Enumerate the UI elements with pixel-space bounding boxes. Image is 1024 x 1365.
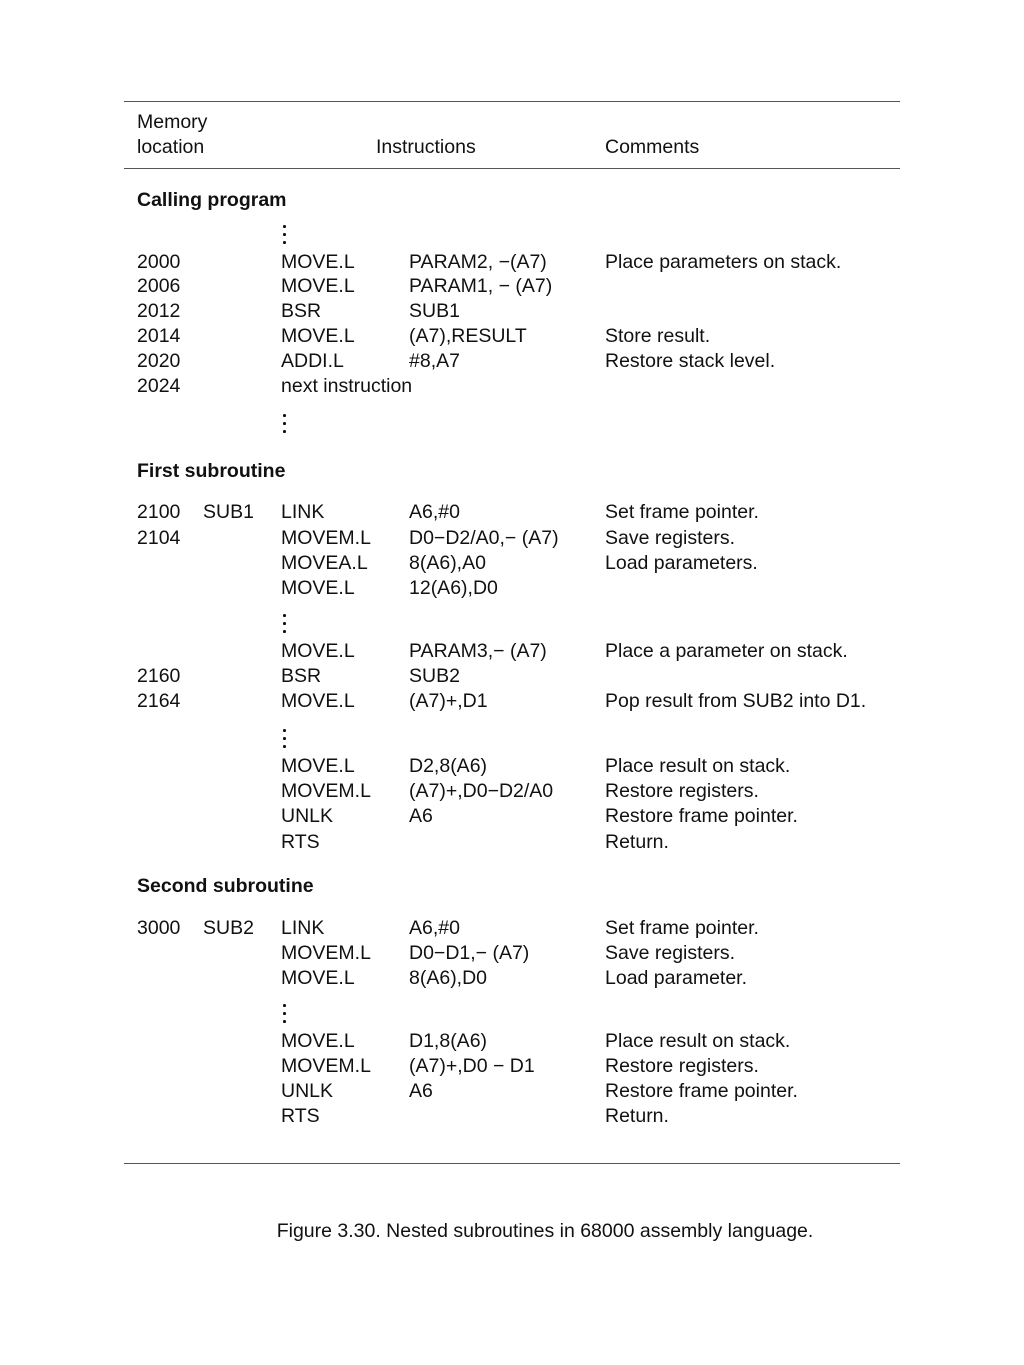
code-line (0, 299, 1024, 324)
operands: (A7),RESULT (409, 325, 527, 347)
header-comments: Comments (605, 136, 700, 158)
continuation-dots (281, 1003, 289, 1025)
comment: Restore frame pointer. (605, 1080, 798, 1102)
section-second-subroutine: Second subroutine (137, 875, 314, 897)
comment: Place result on stack. (605, 755, 791, 777)
opcode: LINK (281, 917, 325, 939)
operands: 12(A6),D0 (409, 577, 498, 599)
opcode: RTS (281, 1105, 320, 1127)
operands: D1,8(A6) (409, 1030, 488, 1052)
comment: Store result. (605, 325, 711, 347)
continuation-dots (281, 613, 289, 635)
code-line (0, 941, 1024, 966)
header-memory: Memory (137, 111, 208, 133)
code-line (0, 1079, 1024, 1104)
opcode: MOVEM.L (281, 942, 371, 964)
opcode: RTS (281, 831, 320, 853)
opcode: MOVEA.L (281, 552, 368, 574)
opcode: MOVE.L (281, 275, 355, 297)
opcode: UNLK (281, 805, 334, 827)
operands: #8,A7 (409, 350, 460, 372)
operands: D0−D1,− (A7) (409, 942, 530, 964)
code-line (0, 551, 1024, 576)
operands: 8(A6),D0 (409, 967, 488, 989)
figure-caption: Figure 3.30. Nested subroutines in 68000 assembly language. (276, 1220, 814, 1242)
memory-location: 2000 (137, 251, 181, 273)
section-first-subroutine: First subroutine (137, 460, 286, 482)
memory-location: 2160 (137, 665, 181, 687)
code-line (0, 830, 1024, 855)
instruction-text: next instruction (281, 375, 413, 397)
memory-location: 2014 (137, 325, 181, 347)
code-line (0, 1029, 1024, 1054)
code-line (0, 274, 1024, 299)
memory-location: 2164 (137, 690, 181, 712)
code-line (0, 804, 1024, 829)
memory-location: 3000 (137, 917, 181, 939)
memory-location: 2024 (137, 375, 181, 397)
opcode: LINK (281, 501, 325, 523)
continuation-dots (281, 224, 289, 246)
comment: Place result on stack. (605, 1030, 791, 1052)
operands: SUB2 (409, 665, 460, 687)
bottom-rule (124, 1163, 900, 1164)
comment: Save registers. (605, 527, 736, 549)
opcode: MOVE.L (281, 577, 355, 599)
opcode: MOVEM.L (281, 1055, 371, 1077)
operands: PARAM1, − (A7) (409, 275, 553, 297)
memory-location: 2020 (137, 350, 181, 372)
opcode: MOVE.L (281, 967, 355, 989)
continuation-dots (281, 413, 289, 435)
header-location: location (137, 136, 205, 158)
comment: Restore frame pointer. (605, 805, 798, 827)
operands: (A7)+,D0 − D1 (409, 1055, 535, 1077)
operands: A6 (409, 1080, 433, 1102)
code-line (0, 664, 1024, 689)
comment: Pop result from SUB2 into D1. (605, 690, 867, 712)
opcode: ADDI.L (281, 350, 344, 372)
code-line (0, 779, 1024, 804)
opcode: MOVE.L (281, 1030, 355, 1052)
code-line (0, 1054, 1024, 1079)
code-line (0, 526, 1024, 551)
memory-location: 2006 (137, 275, 181, 297)
opcode: MOVE.L (281, 251, 355, 273)
operands: A6,#0 (409, 917, 460, 939)
operands: (A7)+,D1 (409, 690, 488, 712)
memory-location: 2012 (137, 300, 181, 322)
section-calling-program: Calling program (137, 189, 287, 211)
comment: Place parameters on stack. (605, 251, 842, 273)
operands: 8(A6),A0 (409, 552, 486, 574)
continuation-dots (281, 728, 289, 750)
code-line (0, 324, 1024, 349)
operands: PARAM3,− (A7) (409, 640, 547, 662)
comment: Return. (605, 831, 669, 853)
memory-location: 2100 (137, 501, 181, 523)
code-line (0, 754, 1024, 779)
code-line (0, 349, 1024, 374)
code-line (0, 250, 1024, 275)
code-line (0, 500, 1024, 525)
comment: Restore stack level. (605, 350, 776, 372)
opcode: MOVE.L (281, 755, 355, 777)
subroutine-label: SUB1 (203, 501, 254, 523)
opcode: BSR (281, 665, 322, 687)
memory-location: 2104 (137, 527, 181, 549)
opcode: MOVEM.L (281, 527, 371, 549)
comment: Set frame pointer. (605, 501, 759, 523)
comment: Load parameter. (605, 967, 748, 989)
operands: PARAM2, −(A7) (409, 251, 547, 273)
opcode: BSR (281, 300, 322, 322)
opcode: MOVE.L (281, 325, 355, 347)
code-line (0, 374, 1024, 399)
code-line (0, 916, 1024, 941)
subroutine-label: SUB2 (203, 917, 254, 939)
header-instructions: Instructions (376, 136, 476, 158)
opcode: MOVE.L (281, 690, 355, 712)
operands: (A7)+,D0−D2/A0 (409, 780, 554, 802)
comment: Restore registers. (605, 780, 759, 802)
code-line (0, 639, 1024, 664)
comment: Place a parameter on stack. (605, 640, 848, 662)
comment: Save registers. (605, 942, 736, 964)
operands: D0−D2/A0,− (A7) (409, 527, 559, 549)
operands: A6,#0 (409, 501, 460, 523)
top-rule (124, 101, 900, 102)
comment: Set frame pointer. (605, 917, 759, 939)
operands: SUB1 (409, 300, 460, 322)
comment: Load parameters. (605, 552, 758, 574)
code-line (0, 966, 1024, 991)
comment: Return. (605, 1105, 669, 1127)
operands: D2,8(A6) (409, 755, 488, 777)
header-rule (124, 168, 900, 169)
opcode: MOVEM.L (281, 780, 371, 802)
opcode: MOVE.L (281, 640, 355, 662)
code-line (0, 1104, 1024, 1129)
operands: A6 (409, 805, 433, 827)
code-line (0, 689, 1024, 714)
comment: Restore registers. (605, 1055, 759, 1077)
code-line (0, 576, 1024, 601)
opcode: UNLK (281, 1080, 334, 1102)
